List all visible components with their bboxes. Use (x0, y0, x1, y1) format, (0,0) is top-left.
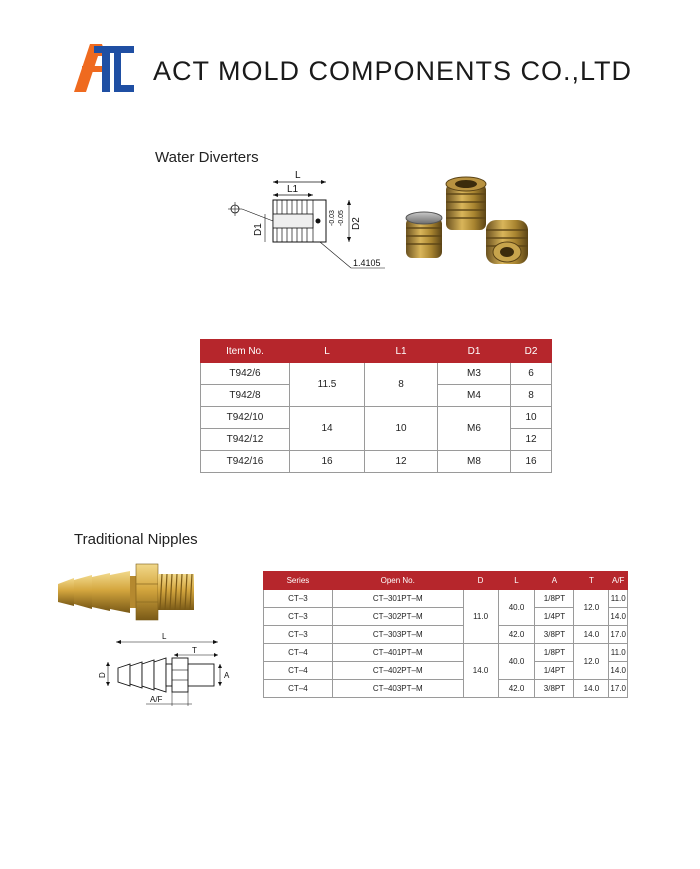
table-row (201, 451, 552, 473)
table-row (264, 590, 628, 608)
cell-a: 1/4PT (535, 608, 574, 626)
cell-series: CT–4 (264, 680, 333, 698)
cell-series: CT–3 (264, 626, 333, 644)
table-row (201, 407, 552, 429)
col-header-af: A/F (609, 572, 628, 590)
col-header-item-no: Item No. (201, 340, 290, 363)
cell-series: CT–3 (264, 590, 333, 608)
cell-l: 42.0 (498, 626, 535, 644)
cell-series: CT–3 (264, 608, 333, 626)
table-row (264, 662, 628, 680)
col-header-l1: L1 (365, 340, 438, 363)
cell-d2: 12 (511, 429, 552, 451)
cell-a: 1/4PT (535, 662, 574, 680)
cell-open-no: CT–302PT–M (332, 608, 463, 626)
cell-l: 40.0 (498, 590, 535, 626)
cell-d1: M6 (438, 407, 511, 451)
col-header-d: D (463, 572, 498, 590)
cell-l: 16 (290, 451, 365, 473)
cell-open-no: CT–301PT–M (332, 590, 463, 608)
traditional-nipples-table (263, 571, 628, 698)
dim-label-a: A (224, 671, 230, 680)
table-row (264, 626, 628, 644)
cell-open-no: CT–403PT–M (332, 680, 463, 698)
cell-d: 11.0 (463, 590, 498, 644)
cell-a: 3/8PT (535, 680, 574, 698)
dim-label-l: L (162, 632, 167, 641)
cell-d2: 8 (511, 385, 552, 407)
company-logo (72, 42, 136, 94)
cell-item-no: T942/8 (201, 385, 290, 407)
dim-label-d: D (98, 672, 107, 678)
cell-af: 14.0 (609, 608, 628, 626)
material-label: 1.4105 (353, 258, 381, 268)
cell-af: 14.0 (609, 662, 628, 680)
cell-t: 12.0 (574, 644, 609, 680)
traditional-nipples-title: Traditional Nipples (74, 531, 198, 548)
cell-d1: M8 (438, 451, 511, 473)
tol-lower: -0.05 (338, 210, 345, 226)
cell-d1: M3 (438, 363, 511, 385)
dim-label-t: T (192, 646, 197, 655)
col-header-a: A (535, 572, 574, 590)
cell-af: 17.0 (609, 626, 628, 644)
col-header-t: T (574, 572, 609, 590)
dim-label-d1: D1 (253, 223, 264, 236)
cell-af: 11.0 (609, 590, 628, 608)
company-name: ACT MOLD COMPONENTS CO.,LTD (153, 56, 633, 86)
cell-open-no: CT–402PT–M (332, 662, 463, 680)
cell-d: 14.0 (463, 644, 498, 698)
table-row (264, 608, 628, 626)
cell-item-no: T942/6 (201, 363, 290, 385)
col-header-open-no: Open No. (332, 572, 463, 590)
cell-open-no: CT–303PT–M (332, 626, 463, 644)
col-header-l: L (498, 572, 535, 590)
dim-label-d2: D2 (351, 217, 362, 230)
cell-t: 12.0 (574, 590, 609, 626)
cell-a: 3/8PT (535, 626, 574, 644)
cell-d2: 6 (511, 363, 552, 385)
table-row (264, 644, 628, 662)
cell-l1: 8 (365, 363, 438, 407)
cell-t: 14.0 (574, 626, 609, 644)
cell-l: 11.5 (290, 363, 365, 407)
cell-series: CT–4 (264, 662, 333, 680)
cell-af: 11.0 (609, 644, 628, 662)
cell-item-no: T942/16 (201, 451, 290, 473)
cell-a: 1/8PT (535, 644, 574, 662)
dim-label-af: A/F (150, 695, 163, 704)
cell-t: 14.0 (574, 680, 609, 698)
cell-a: 1/8PT (535, 590, 574, 608)
cell-l: 40.0 (498, 644, 535, 680)
col-header-l: L (290, 340, 365, 363)
cell-item-no: T942/12 (201, 429, 290, 451)
col-header-series: Series (264, 572, 333, 590)
col-header-d2: D2 (511, 340, 552, 363)
dim-label-l: L (295, 170, 301, 181)
cell-af: 17.0 (609, 680, 628, 698)
water-diverters-title: Water Diverters (155, 149, 259, 166)
tol-upper: -0.03 (329, 210, 336, 226)
cell-d2: 16 (511, 451, 552, 473)
dim-label-l1: L1 (287, 184, 299, 195)
cell-l1: 12 (365, 451, 438, 473)
cell-item-no: T942/10 (201, 407, 290, 429)
water-diverter-photo (398, 172, 538, 272)
nipple-drawing (96, 628, 236, 710)
table-row (264, 680, 628, 698)
table-row (201, 363, 552, 385)
cell-open-no: CT–401PT–M (332, 644, 463, 662)
water-diverter-drawing (225, 168, 390, 278)
cell-d2: 10 (511, 407, 552, 429)
cell-l: 42.0 (498, 680, 535, 698)
cell-d1: M4 (438, 385, 511, 407)
cell-l1: 10 (365, 407, 438, 451)
cell-l: 14 (290, 407, 365, 451)
nipple-photo (54, 562, 204, 624)
water-diverters-table (200, 339, 552, 473)
col-header-d1: D1 (438, 340, 511, 363)
cell-series: CT–4 (264, 644, 333, 662)
